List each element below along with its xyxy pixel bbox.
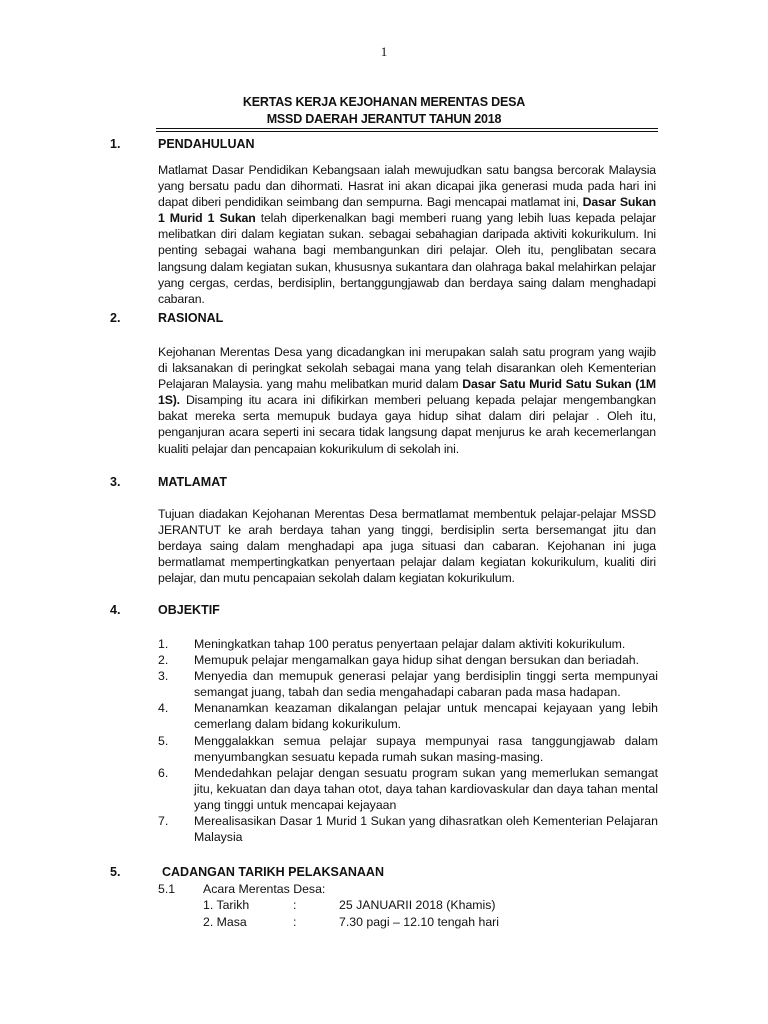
objective-number: 1. bbox=[158, 637, 169, 651]
objective-text: Merealisasikan Dasar 1 Murid 1 Sukan yang dihasratkan oleh Kementerian Pelajaran Malaysia bbox=[194, 814, 658, 845]
section-3-title: MATLAMAT bbox=[158, 475, 227, 489]
section-2-text-a: Kejohanan Merentas Desa yang dicadangkan ini merupakan salah satu program yang wajib di laksanakan di peringkat sekolah sebagai mana yang telah disarankan oleh Kementerian Pelajaran Malaysia. yang mahu melibatkan murid dalam bbox=[158, 345, 656, 392]
title-rule-top bbox=[156, 128, 658, 129]
section-3-number: 3. bbox=[110, 475, 121, 489]
objective-number: 7. bbox=[158, 814, 169, 829]
objective-item bbox=[158, 733, 658, 765]
section-5-title: CADANGAN TARIKH PELAKSANAAN bbox=[162, 865, 384, 879]
objective-item bbox=[158, 700, 658, 732]
title-rule-bottom bbox=[156, 131, 658, 132]
objective-text: Menyedia dan memupuk generasi pelajar yang berdisiplin tinggi serta mempunyai semangat juang, tabah dan sedia mengahadapi cabaran pada masa hadapan. bbox=[194, 669, 658, 700]
objective-number: 3. bbox=[158, 669, 169, 684]
schedule-time-separator: : bbox=[293, 915, 297, 929]
objective-text: Mendedahkan pelajar dengan sesuatu program sukan yang memerlukan semangat jitu, kekuatan dan daya tahan otot, daya tahan kardiovaskular dan daya tahan mental yang tinggi untuk mencapai kejayaan bbox=[194, 765, 658, 812]
section-5-number: 5. bbox=[110, 865, 121, 879]
objective-item bbox=[158, 813, 658, 845]
objective-text: Meningkatkan tahap 100 peratus penyertaan pelajar dalam aktiviti kokurikulum. bbox=[194, 637, 626, 651]
section-2-text-b: Disamping itu acara ini difikirkan memberi peluang kepada pelajar mengembangkan bakat mereka serta memupuk budaya gaya hidup sihat dalam diri pelajar . Oleh itu, penganjuran acara seperti ini secara tidak langsung dapat menjurus ke arah kecemerlangan kualiti pelajar dan pencapaian kokurikulum di sekolah ini. bbox=[158, 393, 656, 456]
schedule-date-value: 25 JANUARII 2018 (Khamis) bbox=[339, 898, 496, 912]
document-title-line1: KERTAS KERJA KEJOHANAN MERENTAS DESA bbox=[242, 95, 526, 109]
subsection-number: 5.1 bbox=[158, 882, 176, 896]
objectives-list bbox=[158, 636, 658, 845]
section-1-paragraph bbox=[158, 162, 656, 307]
objective-item bbox=[158, 652, 658, 668]
objective-number: 5. bbox=[158, 733, 169, 748]
schedule-time-label: 2. Masa bbox=[203, 915, 247, 929]
objective-text: Menggalakkan semua pelajar supaya mempunyai rasa tanggungjawab dalam menyumbangkan sesuatu kepada rumah sukan masing-masing. bbox=[194, 733, 658, 764]
document-title-line2: MSSD DAERAH JERANTUT TAHUN 2018 bbox=[266, 112, 502, 126]
objective-number: 6. bbox=[158, 765, 169, 780]
schedule-date-label: 1. Tarikh bbox=[203, 898, 250, 912]
objective-item bbox=[158, 636, 658, 652]
section-4-title: OBJEKTIF bbox=[158, 603, 220, 617]
section-2-title: RASIONAL bbox=[158, 311, 224, 325]
objective-text: Memupuk pelajar mengamalkan gaya hidup sihat dengan bersukan dan beriadah. bbox=[194, 653, 640, 668]
objective-text: Menanamkan keazaman dikalangan pelajar untuk mencapai kejayaan yang lebih cemerlang dalam bidang kokurikulum. bbox=[194, 701, 658, 732]
section-1-text-a: Matlamat Dasar Pendidikan Kebangsaan ialah mewujudkan satu bangsa bercorak Malaysia yang bersatu padu dan dihormati. Hasrat ini akan dicapai jika generasi muda pada hari ini dapat diberi pendidikan seimbang dan sempurna. Bagi mencapai matlamat ini, bbox=[158, 163, 656, 210]
section-1-text-b: telah diperkenalkan bagi memberi ruang yang lebih luas kepada pelajar melibatkan diri dalam kegiatan sukan. sebagai sebahagian daripada aktiviti kokurikulum. Ini penting sebagai wahana bagi membangunkan diri pelajar. Oleh itu, penglibatan secara langsung dalam kegiatan sukan, khususnya sukantara dan olahraga bakal melahirkan pelajar yang cergas, cerdas, berdisiplin, bertanggungjawab dan berdaya saing dalam menghadapi cabaran. bbox=[158, 211, 656, 306]
section-1-title: PENDAHULUAN bbox=[158, 137, 255, 151]
section-4-number: 4. bbox=[110, 603, 121, 617]
objective-item bbox=[158, 668, 658, 700]
objective-item bbox=[158, 765, 658, 813]
objective-number: 4. bbox=[158, 701, 169, 716]
subsection-title: Acara Merentas Desa: bbox=[203, 882, 326, 896]
section-2-paragraph bbox=[158, 344, 656, 457]
section-2-number: 2. bbox=[110, 311, 121, 325]
objective-number: 2. bbox=[158, 653, 169, 668]
section-3-paragraph: Tujuan diadakan Kejohanan Merentas Desa bermatlamat membentuk pelajar-pelajar MSSD JERANTUT ke arah berdaya tahan yang tinggi, berdisiplin serta bersemangat jitu dan berdaya saing dalam menghadapi apa juga situasi dan cabaran. Kejohanan ini juga bermatlamat mempertingkatkan penyertaan pelajar dalam kegiatan kokurikulum, kualiti diri pelajar, dan mutu pencapaian sekolah dalam kegiatan kokurikulum. bbox=[158, 507, 656, 586]
section-1-number: 1. bbox=[110, 137, 121, 151]
schedule-date-separator: : bbox=[293, 898, 297, 912]
page-number: 1 bbox=[380, 44, 388, 59]
section-1-text-bold: Dasar Sukan 1 Murid 1 Sukan bbox=[158, 195, 656, 226]
schedule-time-value: 7.30 pagi – 12.10 tengah hari bbox=[339, 915, 499, 929]
section-2-text-bold: Dasar Satu Murid Satu Sukan (1M 1S). bbox=[158, 377, 656, 408]
